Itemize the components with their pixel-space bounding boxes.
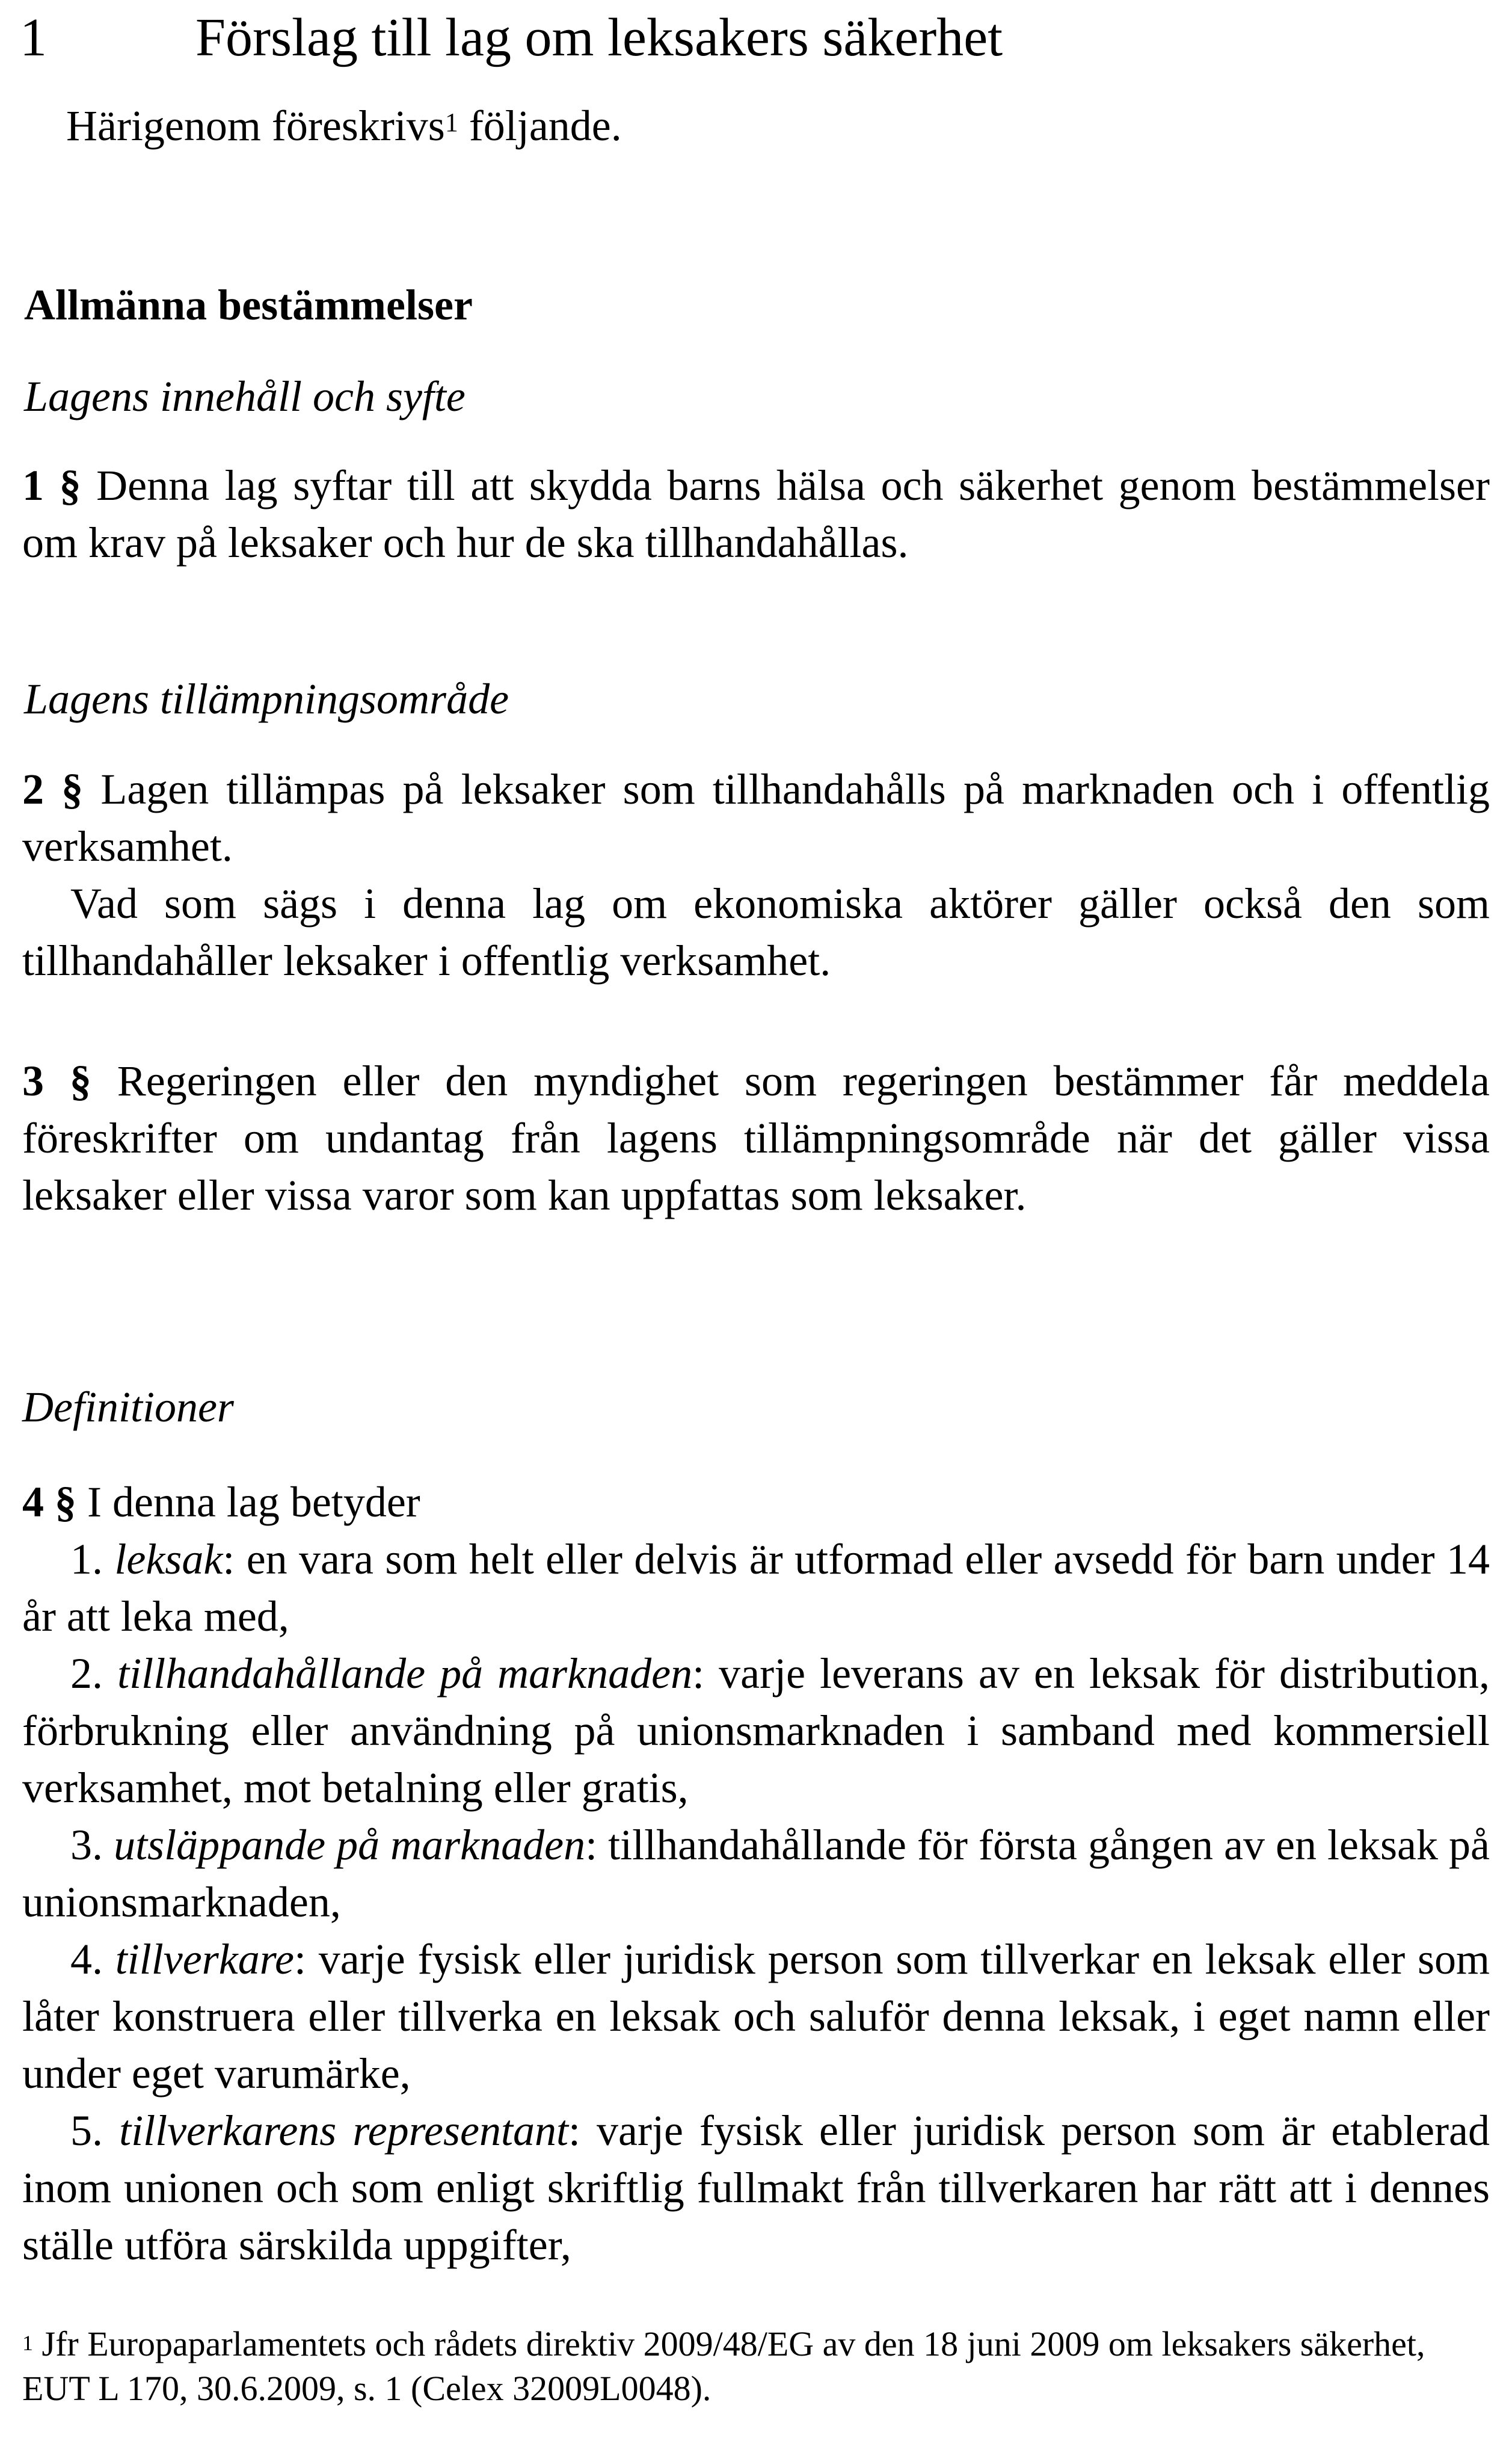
heading-number: 1: [20, 8, 47, 67]
definition-item: [22, 1817, 1490, 1931]
definition-term: utsläppande på marknaden: [114, 1821, 586, 1869]
paragraph-text: I denna lag betyder: [76, 1478, 420, 1526]
paragraph-1: [22, 457, 1490, 571]
definition-term: tillhandahållande på marknaden: [117, 1649, 693, 1698]
footnote-mark: 1: [22, 2331, 33, 2355]
definition-text: : varje fysisk eller juridisk person som är etablerad inom unionen och som enligt skriftlig fullmakt från tillverkaren har rätt att i dennes ställe utföra särskilda uppgifter,: [22, 2107, 1490, 2269]
intro-text: Härigenom föreskrivs: [66, 102, 445, 150]
definition-text: : en vara som helt eller delvis är utformad eller avsedd för barn under 14 år att leka med,: [22, 1535, 1490, 1640]
section-number: 4 §: [22, 1478, 76, 1526]
definition-term: tillverkarens representant: [119, 2107, 568, 2155]
subheading-scope: Lagens tillämpningsområde: [24, 675, 509, 723]
definition-number: 2.: [70, 1649, 118, 1698]
paragraph-text: Vad som sägs i denna lag om ekonomiska aktörer gäller också den som tillhandahåller leksaker i offentlig verksamhet.: [22, 879, 1490, 985]
footnote: [22, 2322, 1490, 2411]
section-heading-general: Allmänna bestämmelser: [24, 281, 473, 329]
section-number: 2 §: [22, 765, 84, 813]
intro-suffix: följande.: [458, 102, 622, 150]
definition-text: : varje fysisk eller juridisk person som tillverkar en leksak eller som låter konstruera eller tillverka en leksak och saluför denna leksak, i eget namn eller under eget varumärke,: [22, 1935, 1490, 2098]
definition-item: [22, 2102, 1490, 2274]
definition-number: 4.: [70, 1935, 115, 1983]
definition-term: tillverkare: [115, 1935, 294, 1983]
paragraph-text: Denna lag syftar till att skydda barns hälsa och säkerhet genom bestämmelser om krav på leksaker och hur de ska tillhandahållas.: [22, 461, 1490, 567]
paragraph-text: Lagen tillämpas på leksaker som tillhandahålls på marknaden och i offentlig verksamhet.: [22, 765, 1490, 870]
footnote-text: Jfr Europaparlamentets och rådets direktiv 2009/48/EG av den 18 juni 2009 om leksakers säkerhet, EUT L 170, 30.6.2009, s. 1 (Celex 32009L0048).: [22, 2324, 1425, 2408]
definition-text: : varje leverans av en leksak för distribution, förbrukning eller användning på unionsmarknaden i samband med kommersiell verksamhet, mot betalning eller gratis,: [22, 1649, 1490, 1812]
section-number: 3 §: [22, 1057, 91, 1105]
paragraph-3: [22, 1053, 1490, 1224]
definition-item: [22, 1931, 1490, 2102]
paragraph-4: [22, 1474, 1490, 2274]
paragraph-text: Regeringen eller den myndighet som regeringen bestämmer får meddela föreskrifter om undantag från lagens tillämpningsområde när det gäller vissa leksaker eller vissa varor som kan uppfattas som leksaker.: [22, 1057, 1490, 1219]
page-title: Förslag till lag om leksakers säkerhet: [195, 8, 1003, 67]
paragraph-2: [22, 761, 1490, 990]
subheading-content-purpose: Lagens innehåll och syfte: [24, 372, 466, 420]
definition-number: 3.: [70, 1821, 114, 1869]
definition-term: leksak: [114, 1535, 223, 1583]
definition-text: : tillhandahållande för första gången av en leksak på unionsmarknaden,: [22, 1821, 1490, 1926]
intro-line: [66, 97, 622, 155]
definition-item: [22, 1531, 1490, 1645]
definition-number: 1.: [70, 1535, 115, 1583]
section-number: 1 §: [22, 461, 81, 509]
subheading-definitions: Definitioner: [22, 1383, 234, 1431]
footnote-reference[interactable]: 1: [444, 108, 458, 137]
definition-number: 5.: [70, 2107, 120, 2155]
definition-item: [22, 1645, 1490, 1817]
